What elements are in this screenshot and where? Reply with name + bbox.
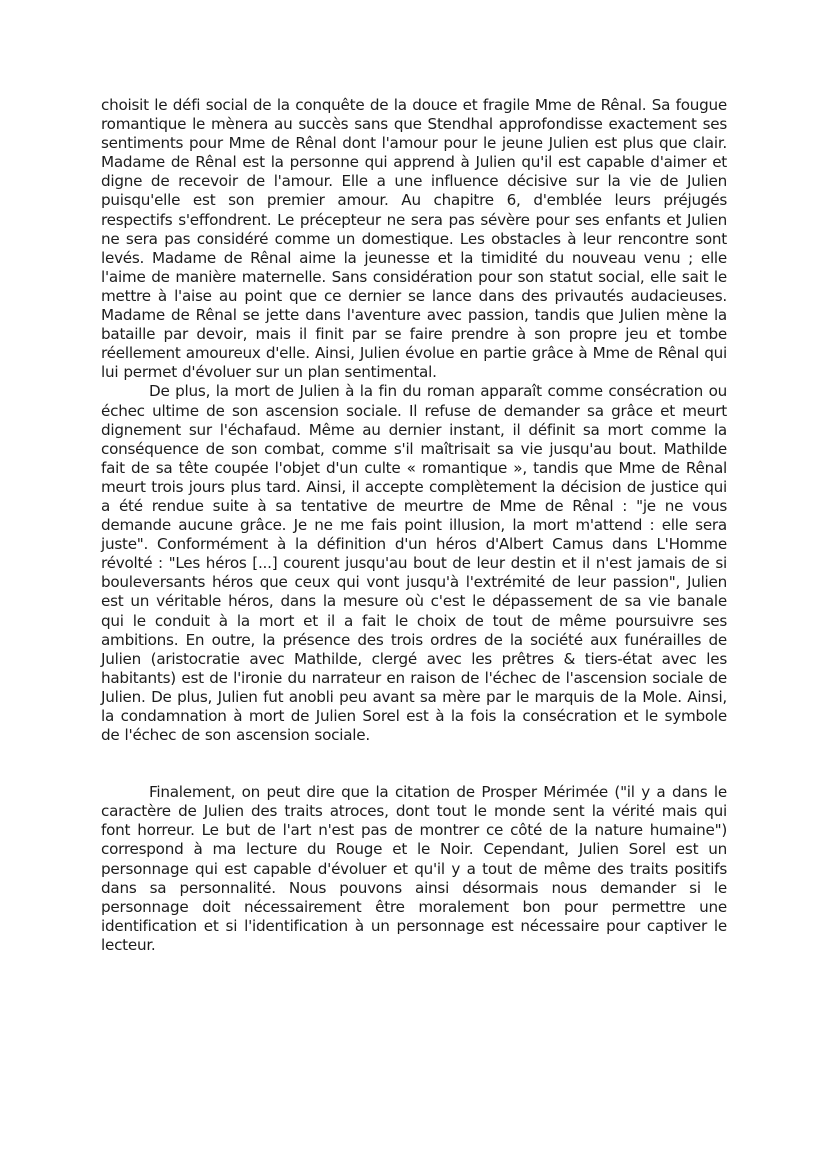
- paragraph-mort-de-julien: De plus, la mort de Julien à la fin du roman apparaît comme consécration ou échec ultime de son ascension sociale. Il refuse de demander sa grâce et meurt dignement sur l'échafaud. Même au dernier instant, il définit sa mort comme la conséquence de son combat, comme s'il maîtrisait sa vie jusqu'au bout. Mathilde fait de sa tête coupée l'objet d'un culte « romantique », tandis que Mme de Rênal meurt trois jours plus tard. Ainsi, il accepte complètement la décision de justice qui a été rendue suite à sa tentative de meurtre de Mme de Rênal : "je ne vous demande aucune grâce. Je ne me fais point illusion, la mort m'attend : elle sera juste". Conformément à la définition d'un héros d'Albert Camus dans L'Homme révolté : "Les héros [...] courent jusqu'au bout de leur destin et il n'est jamais de si bouleversants héros que ceux qui vont jusqu'à l'extrémité de leur passion", Julien est un véritable héros, dans la mesure où c'est le dépassement de sa vie banale qui le conduit à la mort et il a fait le choix de tout de même poursuivre ses ambitions. En outre, la présence des trois ordres de la société aux funérailles de Julien (aristocratie avec Mathilde, clergé avec les prêtres & tiers-état avec les habitants) est de l'ironie du narrateur en raison de l'échec de l'ascension sociale de Julien. De plus, Julien fut anobli peu avant sa mère par le marquis de la Mole. Ainsi, la condamnation à mort de Julien Sorel est à la fois la consécration et le symbole de l'échec de son ascension sociale.: [101, 382, 727, 745]
- paragraph-mme-de-renal: choisit le défi social de la conquête de la douce et fragile Mme de Rênal. Sa fougue romantique le mènera au succès sans que Stendhal approfondisse exactement ses sentiments pour Mme de Rênal dont l'amour pour le jeune Julien est plus que clair. Madame de Rênal est la personne qui apprend à Julien qu'il est capable d'aimer et digne de recevoir de l'amour. Elle a une influence décisive sur la vie de Julien puisqu'elle est son premier amour. Au chapitre 6, d'emblée leurs préjugés respectifs s'effondrent. Le précepteur ne sera pas sévère pour ses enfants et Julien ne sera pas considéré comme un domestique. Les obstacles à leur rencontre sont levés. Madame de Rênal aime la jeunesse et la timidité du nouveau venu ; elle l'aime de manière maternelle. Sans considération pour son statut social, elle sait le mettre à l'aise au point que ce dernier se lance dans des privautés audacieuses. Madame de Rênal se jette dans l'aventure avec passion, tandis que Julien mène la bataille par devoir, mais il finit par se faire prendre à son propre jeu et tombe réellement amoureux d'elle. Ainsi, Julien évolue en partie grâce à Mme de Rênal qui lui permet d'évoluer sur un plan sentimental.: [101, 96, 727, 382]
- paragraph-conclusion: Finalement, on peut dire que la citation de Prosper Mérimée ("il y a dans le caractère de Julien des traits atroces, dont tout le monde sent la vérité mais qui font horreur. Le but de l'art n'est pas de montrer ce côté de la nature humaine") correspond à ma lecture du Rouge et le Noir. Cependant, Julien Sorel est un personnage qui est capable d'évoluer et qu'il y a tout de même des traits positifs dans sa personnalité. Nous pouvons ainsi désormais nous demander si le personnage doit nécessairement être moralement bon pour permettre une identification et si l'identification à un personnage est nécessaire pour captiver le lecteur.: [101, 783, 727, 954]
- paragraph-gap: [101, 745, 727, 783]
- document-body: [101, 96, 727, 955]
